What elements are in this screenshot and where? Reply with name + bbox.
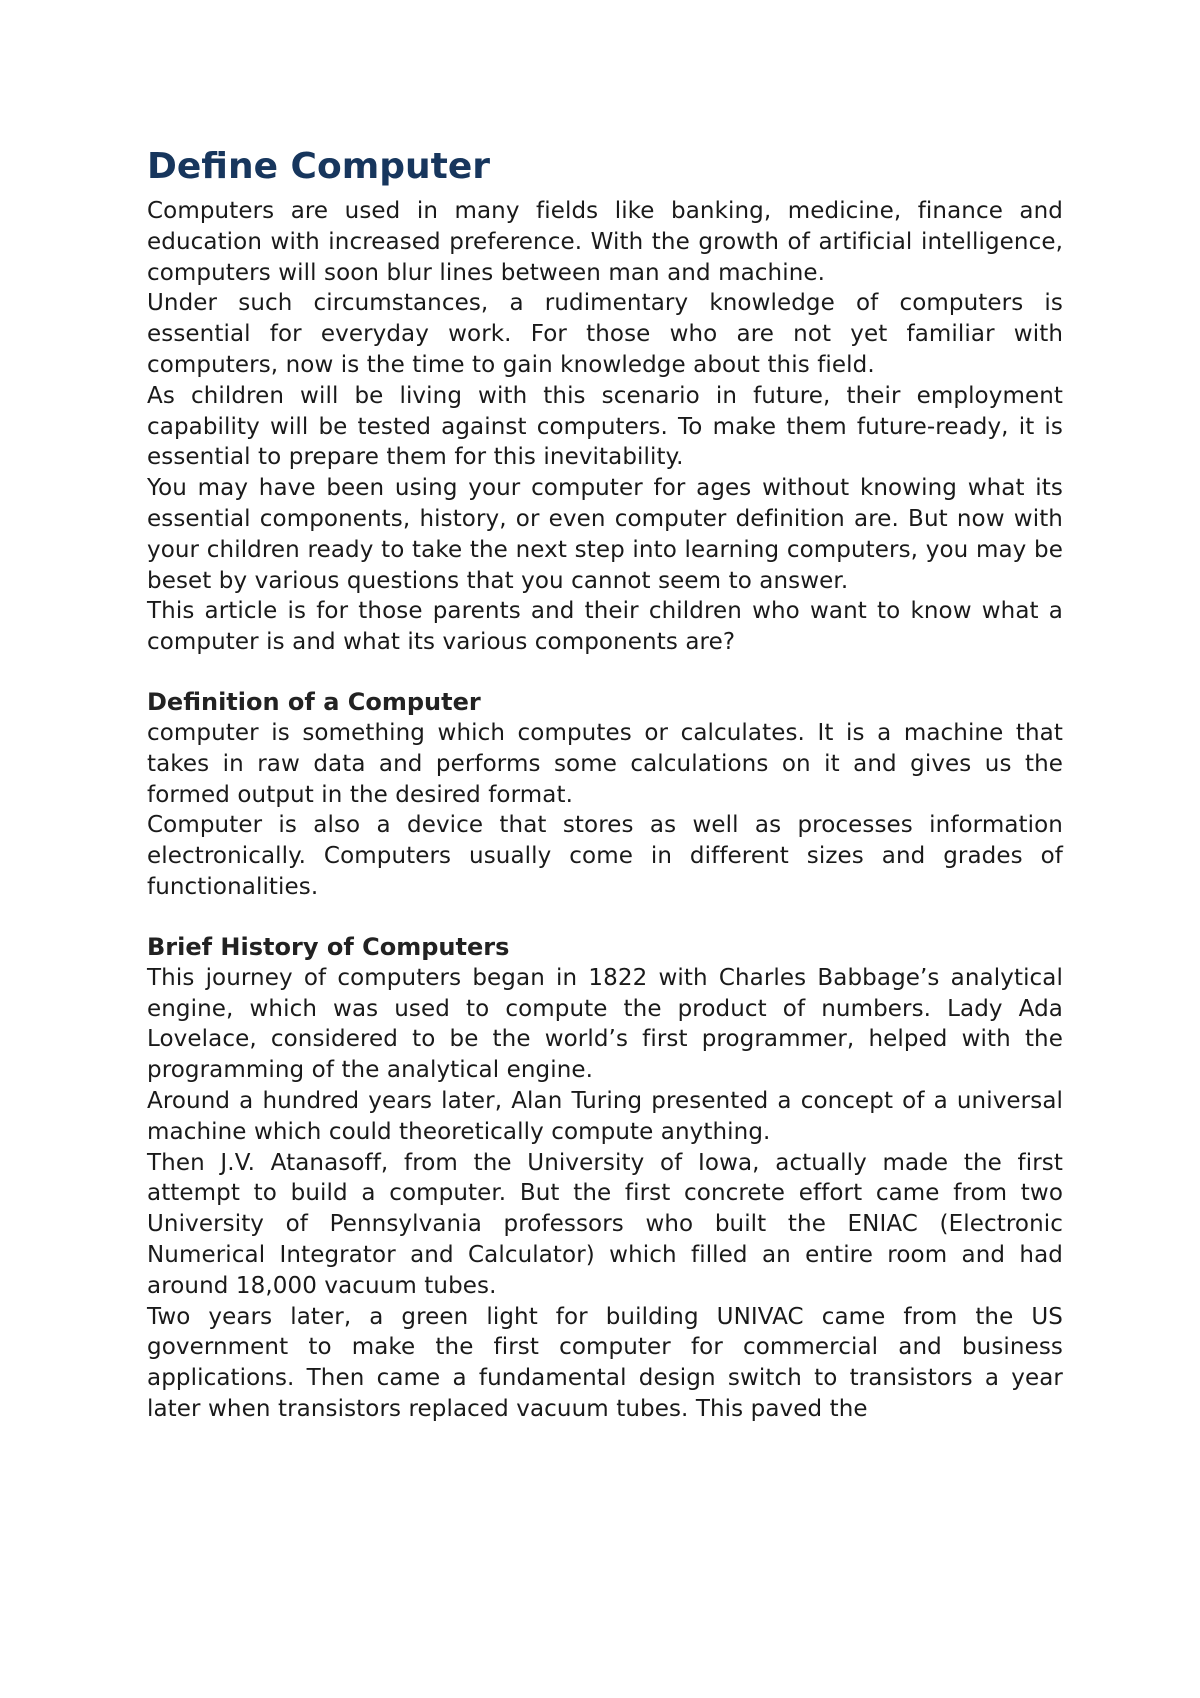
definition-paragraph: Computer is also a device that stores as well as processes information electronically. Computers usually come in different sizes and grades of functionalities. (147, 812, 1063, 900)
definition-heading: Definition of a Computer (147, 687, 481, 716)
page-title: Define Computer (147, 146, 491, 187)
document-page (147, 138, 1063, 1425)
definition-paragraph: computer is something which computes or calculates. It is a machine that takes in raw data and performs some calculations on it and gives us the formed output in the desired format. (147, 719, 1063, 808)
section-spacer (147, 903, 1063, 932)
history-paragraph-truncated: Two years later, a green light for building UNIVAC came from the US government to make the first computer for commercial and business applications. Then came a fundamental design switch to transistors a year later when transistors replaced vacuum tubes. This paved the (147, 1303, 1063, 1422)
intro-paragraph: You may have been using your computer for ages without knowing what its essential components, history, or even computer definition are. But now with your children ready to take the next step into learning computers, you may be beset by various questions that you cannot seem to answer. (147, 475, 1063, 594)
intro-paragraph: This article is for those parents and their children who want to know what a computer is and what its various components are? (147, 598, 1063, 656)
intro-paragraph: As children will be living with this scenario in future, their employment capability will be tested against computers. To make them future-ready, it is essential to prepare them for this inevitability. (147, 382, 1063, 471)
history-paragraph: This journey of computers began in 1822 with Charles Babbage’s analytical engine, which was used to compute the product of numbers. Lady Ada Lovelace, considered to be the world’s first programmer, helped with the programming of the analytical engine. (147, 964, 1063, 1084)
section-spacer (147, 658, 1063, 687)
intro-paragraph: Computers are used in many fields like banking, medicine, finance and education with increased preference. With the growth of artificial intelligence, computers will soon blur lines between man and machine. (147, 198, 1063, 286)
intro-paragraph: Under such circumstances, a rudimentary knowledge of computers is essential for everyday work. For those who are not yet familiar with computers, now is the time to gain knowledge about this field. (147, 290, 1063, 378)
history-paragraph: Around a hundred years later, Alan Turing presented a concept of a universal machine which could theoretically compute anything. (147, 1087, 1063, 1145)
history-paragraph: Then J.V. Atanasoff, from the University of Iowa, actually made the first attempt to build a computer. But the first concrete effort came from two University of Pennsylvania professors who built the ENIAC (Electronic Numerical Integrator and Calculator) which filled an entire room and had around 18,000 vacuum tubes. (147, 1149, 1063, 1299)
history-heading: Brief History of Computers (147, 932, 510, 961)
